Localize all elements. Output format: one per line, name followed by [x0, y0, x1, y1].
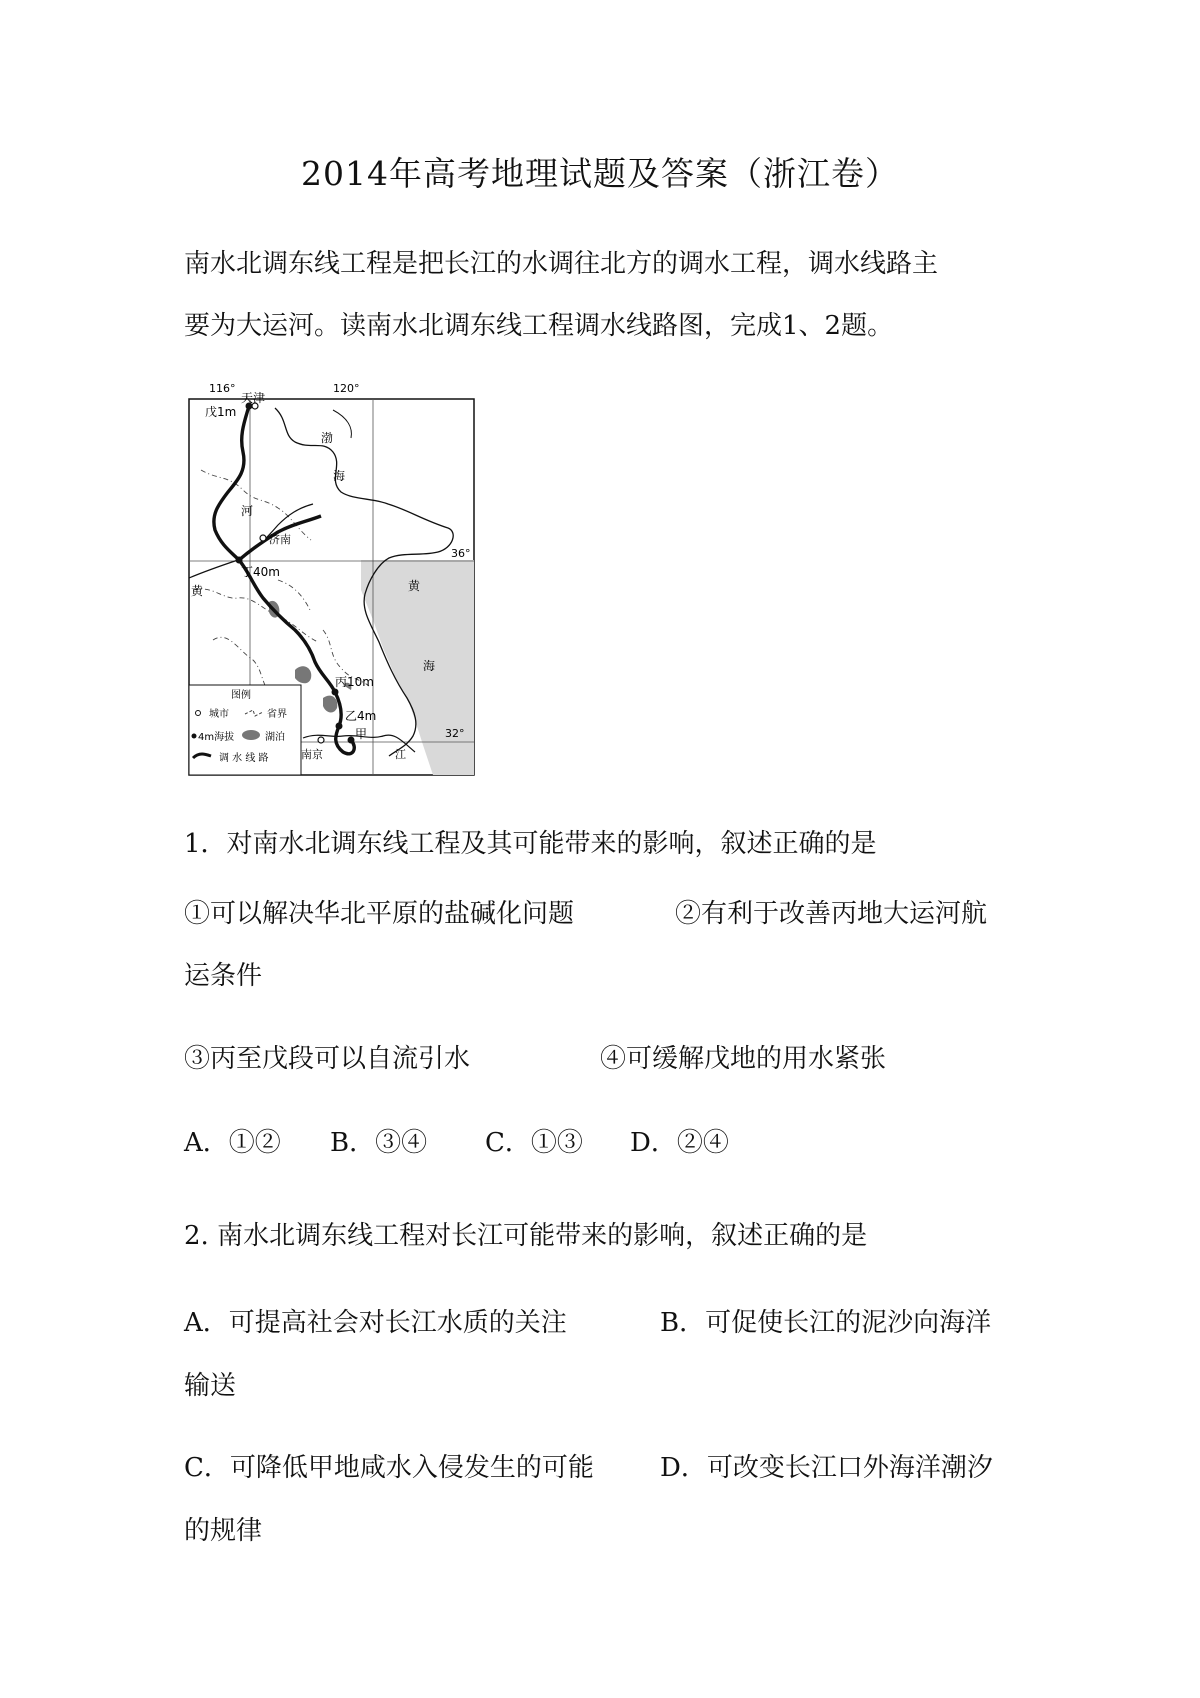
- city-label-tianjin: 天津: [241, 391, 266, 405]
- q1-option-3: ③丙至戊段可以自流引水: [184, 1044, 471, 1074]
- legend-boundary: 省界: [267, 709, 287, 720]
- q1-choice-b: B．③④: [330, 1128, 428, 1158]
- station-ding-dot: [236, 557, 243, 564]
- map-legend: [189, 685, 301, 775]
- q2-choice-d: D．可改变长江口外海洋潮汐: [660, 1453, 993, 1483]
- sea-label-huang: 黄: [408, 579, 421, 593]
- legend-elevation: 4m海拔: [198, 732, 235, 743]
- legend-elevation-icon: [192, 734, 197, 739]
- sea-label-hai-2: 海: [423, 659, 436, 673]
- station-bing-dot: [332, 689, 339, 696]
- city-label-nanjing: 南京: [301, 748, 323, 761]
- intro-line-2: 要为大运河。读南水北调东线工程调水线路图，完成1、2题。: [184, 311, 894, 341]
- q1-choice-d: D．②④: [630, 1128, 729, 1158]
- river-label-huang: 黄: [191, 584, 204, 598]
- q1-choice-c: C．①③: [485, 1128, 583, 1158]
- city-jinan-dot: [260, 535, 266, 541]
- legend-city-icon: [196, 711, 201, 716]
- intro-line-1: 南水北调东线工程是把长江的水调往北方的调水工程，调水线路主: [184, 249, 939, 279]
- q2-choice-c: C．可降低甲地咸水入侵发生的可能: [184, 1453, 594, 1483]
- lon-label-116: 116°: [209, 382, 236, 395]
- river-label-jiang: 江: [395, 748, 406, 761]
- sea-label-bo: 渤: [321, 431, 334, 445]
- station-label-bing: 丙10m: [335, 675, 374, 689]
- station-label-ding: 丁40m: [241, 565, 280, 579]
- q2-stem: 2. 南水北调东线工程对长江可能带来的影响，叙述正确的是: [184, 1221, 868, 1251]
- legend-lake: 湖泊: [265, 732, 285, 743]
- city-label-jinan: 济南: [269, 533, 291, 546]
- station-label-wu: 戊1m: [205, 405, 237, 419]
- station-label-jia: 甲: [355, 727, 368, 741]
- route-map: [183, 380, 483, 780]
- q1-choice-a: A．①②: [184, 1128, 281, 1158]
- legend-route: 调 水 线 路: [219, 753, 269, 764]
- q2-choice-b-cont: 输送: [184, 1371, 237, 1401]
- legend-title: 图例: [231, 690, 251, 701]
- station-yi-dot: [336, 723, 343, 730]
- sea-label-hai-1: 海: [333, 469, 346, 483]
- q2-choice-d-cont: 的规律: [184, 1516, 263, 1546]
- q1-stem: 1．对南水北调东线工程及其可能带来的影响，叙述正确的是: [184, 829, 877, 859]
- river-label-he: 河: [241, 504, 254, 518]
- q1-option-2-cont: 运条件: [184, 961, 263, 991]
- q1-option-1: ①可以解决华北平原的盐碱化问题: [184, 899, 575, 929]
- q1-option-4: ④可缓解戊地的用水紧张: [600, 1044, 887, 1074]
- page-title: 2014年高考地理试题及答案（浙江卷）: [301, 154, 899, 193]
- lat-label-32: 32°: [445, 727, 465, 740]
- q2-choice-b: B．可促使长江的泥沙向海洋: [660, 1308, 992, 1338]
- station-label-yi: 乙4m: [345, 709, 377, 723]
- station-jia-dot: [348, 737, 355, 744]
- q2-choice-a: A．可提高社会对长江水质的关注: [184, 1308, 567, 1338]
- lon-label-120: 120°: [333, 382, 360, 395]
- q1-option-2: ②有利于改善丙地大运河航: [675, 899, 988, 929]
- legend-lake-icon: [242, 730, 260, 740]
- lat-label-36: 36°: [451, 547, 471, 560]
- city-nanjing-dot: [318, 737, 324, 743]
- legend-city: 城市: [209, 709, 229, 720]
- route-map-svg: [183, 380, 483, 780]
